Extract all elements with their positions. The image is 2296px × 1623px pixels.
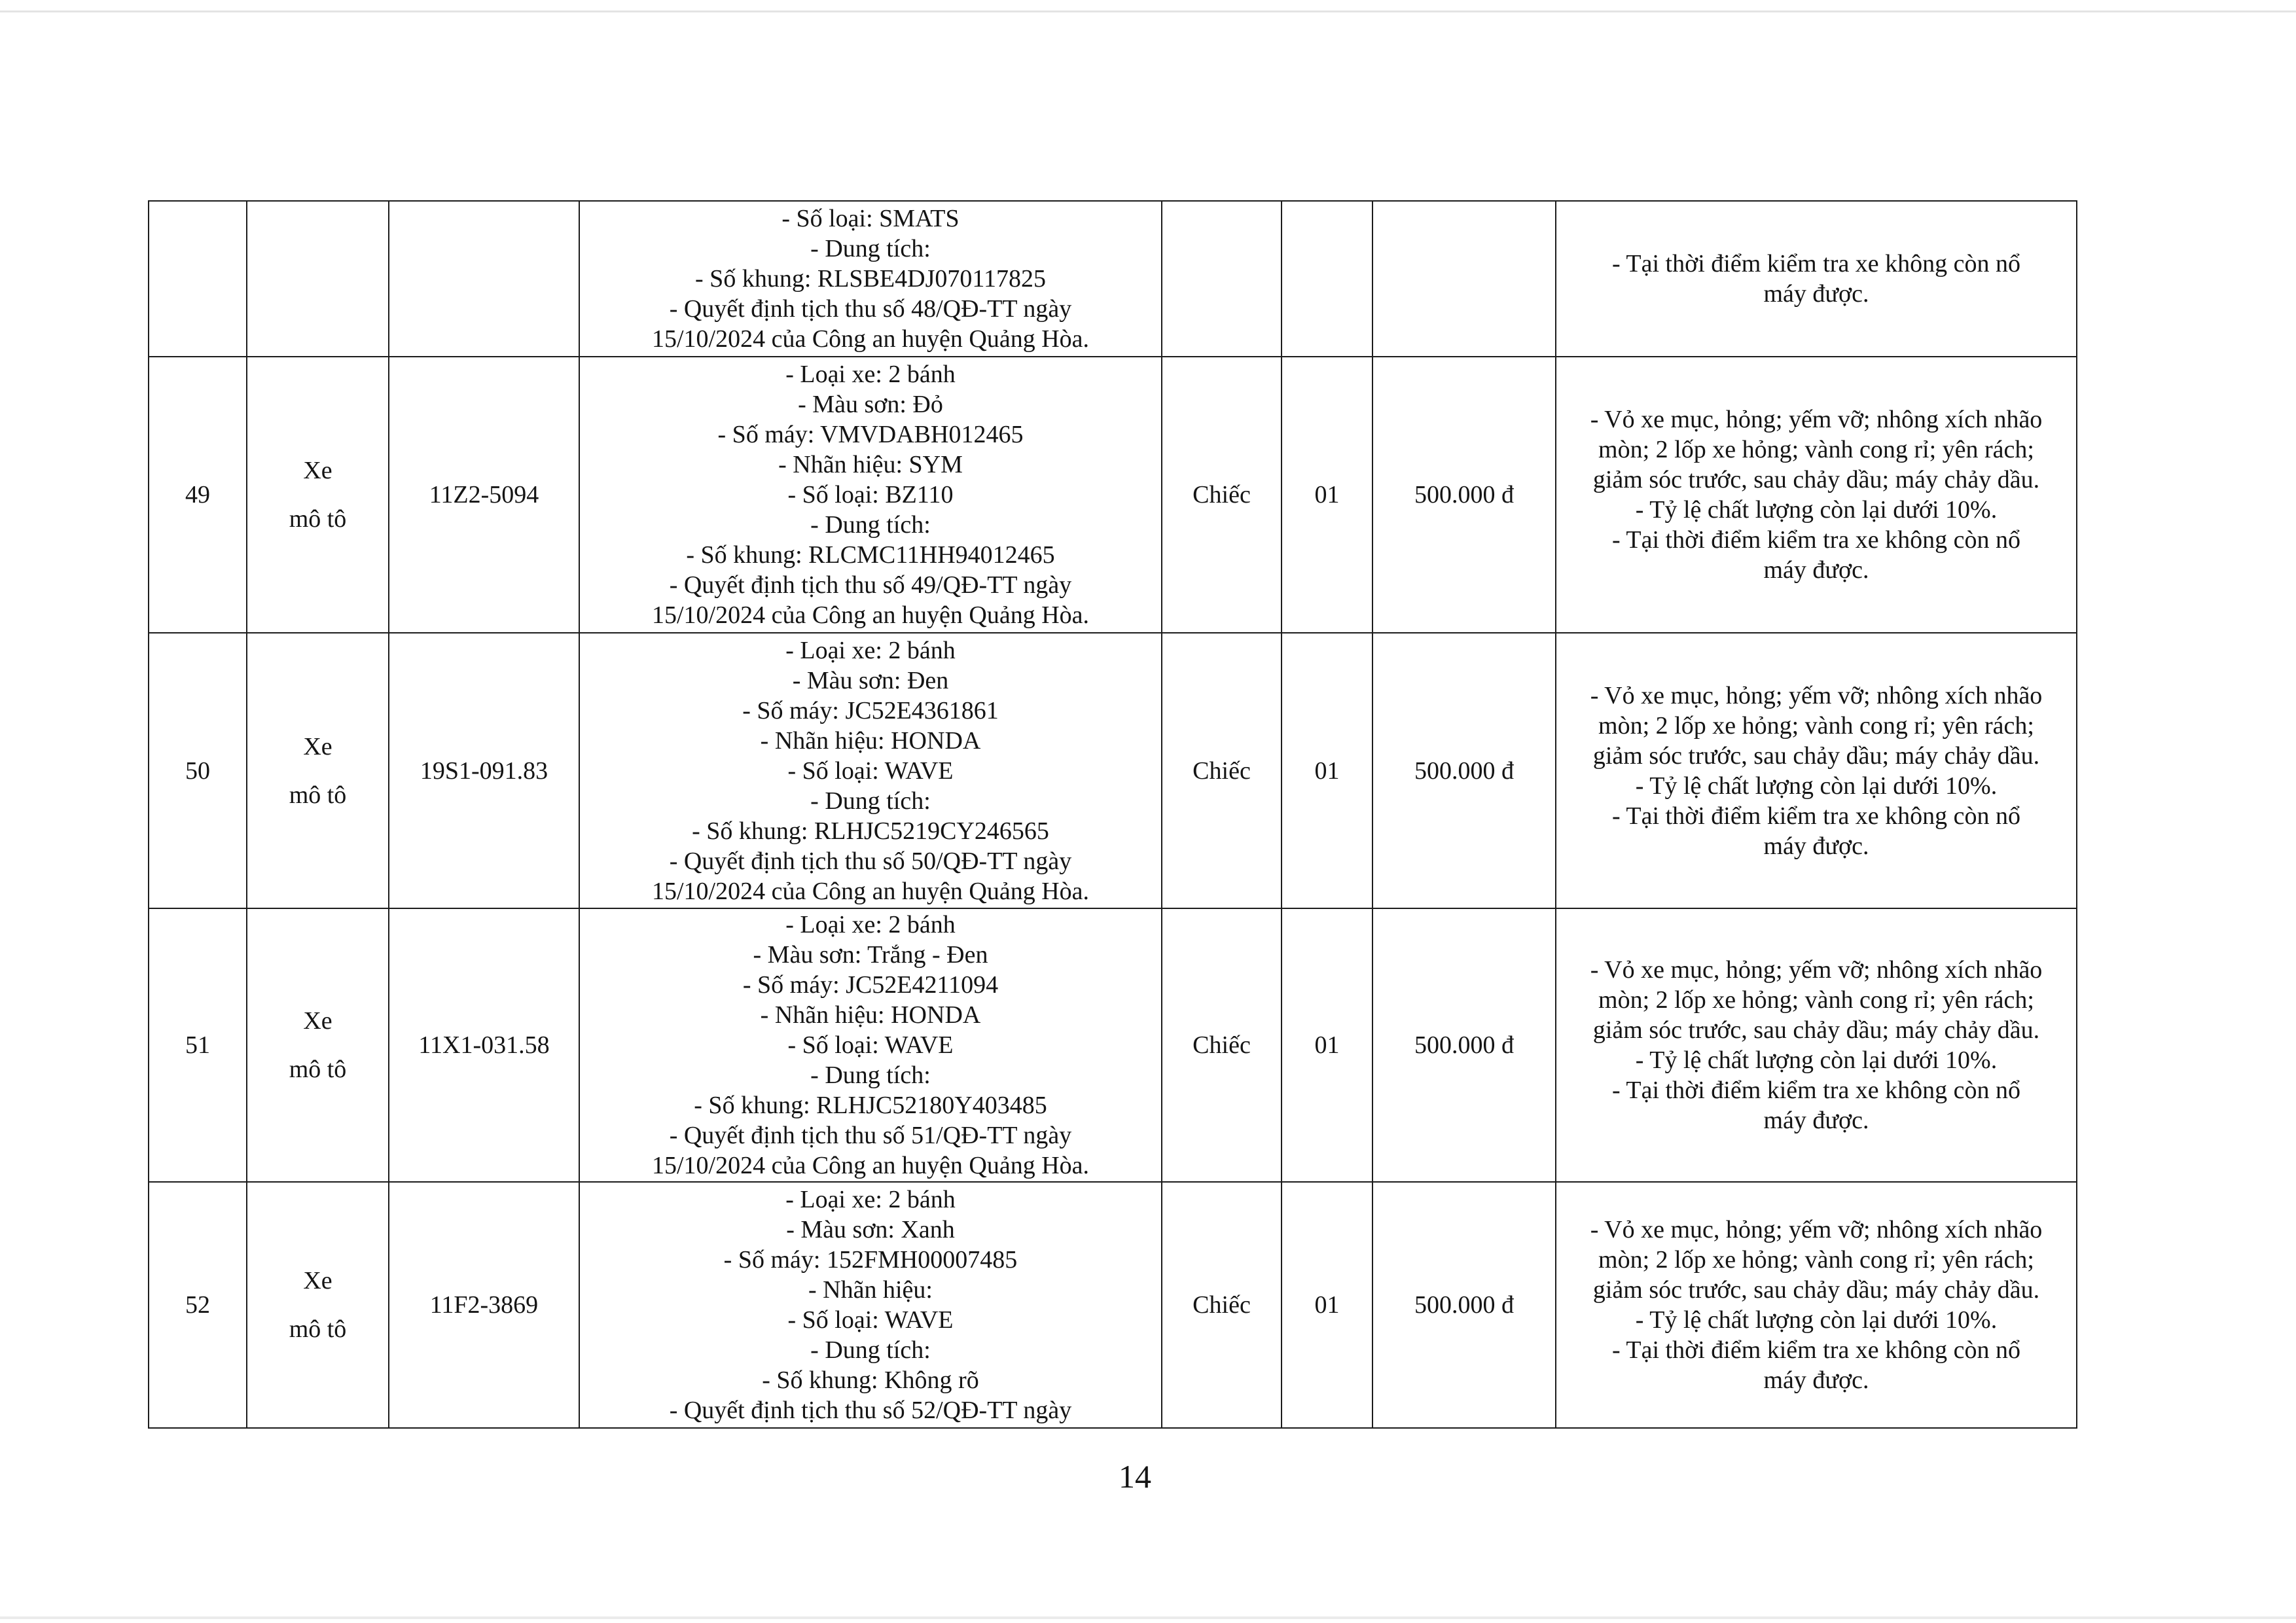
description-line: - Loại xe: 2 bánh <box>785 636 956 664</box>
vehicle-name-line: mô tô <box>289 781 347 809</box>
unit-label: Chiếc <box>1193 1031 1251 1059</box>
description-line: - Số máy: VMVDABH012465 <box>717 421 1024 448</box>
notes-line: máy được. <box>1763 280 1869 308</box>
notes-cell <box>1556 1182 2077 1428</box>
notes-line: - Tại thời điểm kiểm tra xe không còn nổ <box>1611 802 2021 830</box>
vehicle-name-line: mô tô <box>289 1315 347 1343</box>
description-line: - Số khung: Không rõ <box>762 1366 979 1394</box>
description-line: - Dung tích: <box>810 511 931 539</box>
notes-line: máy được. <box>1763 832 1869 860</box>
vehicle-name-line: Xe <box>303 1267 332 1294</box>
description-line: - Dung tích: <box>810 1336 931 1364</box>
description-line: - Nhãn hiệu: HONDA <box>760 726 981 755</box>
description-cell <box>579 357 1162 633</box>
description-line: - Số khung: RLHJC52180Y403485 <box>694 1092 1047 1119</box>
vehicle-name-cell <box>247 908 389 1182</box>
notes-line: mòn; 2 lốp xe hỏng; vành cong rỉ; yên rách; <box>1598 436 2034 463</box>
notes-line: - Tỷ lệ chất lượng còn lại dưới 10%. <box>1635 772 1998 800</box>
price-cell <box>1372 1182 1556 1428</box>
description-line: - Số khung: RLCMC11HH94012465 <box>686 541 1055 569</box>
notes-line: - Tại thời điểm kiểm tra xe không còn nổ <box>1611 526 2021 554</box>
description-line: 15/10/2024 của Công an huyện Quảng Hòa. <box>651 877 1090 905</box>
notes-line: giảm sóc trước, sau chảy dầu; máy chảy dầu. <box>1592 1276 2040 1304</box>
description-line: 15/10/2024 của Công an huyện Quảng Hòa. <box>651 325 1090 353</box>
quantity-cell <box>1282 357 1372 633</box>
notes-cell <box>1556 357 2077 633</box>
description-line: - Quyết định tịch thu số 51/QĐ-TT ngày <box>669 1122 1072 1149</box>
quantity-cell <box>1282 201 1372 357</box>
table-row <box>149 633 2077 908</box>
notes-line: mòn; 2 lốp xe hỏng; vành cong rỉ; yên rách; <box>1598 711 2034 740</box>
plate-number: 11F2-3869 <box>429 1291 539 1319</box>
description-line: - Số khung: RLSBE4DJ070117825 <box>695 265 1046 293</box>
plate-cell <box>389 201 579 357</box>
description-line: - Số máy: JC52E4211094 <box>742 971 999 999</box>
table-row <box>149 908 2077 1182</box>
page-number: 14 <box>1119 1458 1151 1495</box>
notes-line: - Tỷ lệ chất lượng còn lại dưới 10%. <box>1635 1046 1998 1074</box>
plate-number: 19S1-091.83 <box>420 757 548 785</box>
description-cell <box>579 201 1162 357</box>
notes-line: giảm sóc trước, sau chảy dầu; máy chảy dầu. <box>1592 466 2040 493</box>
stt-number: 49 <box>185 481 210 508</box>
description-line: - Số loại: WAVE <box>787 1031 954 1059</box>
notes-line: - Vỏ xe mục, hỏng; yếm vỡ; nhông xích nhão <box>1590 956 2043 984</box>
notes-line: - Vỏ xe mục, hỏng; yếm vỡ; nhông xích nhão <box>1590 681 2043 709</box>
stt-cell <box>149 357 247 633</box>
table-row <box>149 1182 2077 1428</box>
description-line: - Màu sơn: Đỏ <box>798 391 943 418</box>
notes-line: - Tại thời điểm kiểm tra xe không còn nổ <box>1611 1077 2021 1104</box>
stt-number: 52 <box>185 1291 210 1319</box>
stt-cell <box>149 201 247 357</box>
vehicle-name-line: mô tô <box>289 505 347 533</box>
unit-cell <box>1162 1182 1282 1428</box>
description-line: - Số loại: BZ110 <box>787 481 954 508</box>
description-line: - Màu sơn: Đen <box>792 666 949 694</box>
description-line: - Quyết định tịch thu số 49/QĐ-TT ngày <box>669 571 1072 599</box>
notes-line: - Tại thời điểm kiểm tra xe không còn nổ <box>1611 1336 2021 1364</box>
description-line: - Dung tích: <box>810 1061 931 1089</box>
description-line: - Số loại: WAVE <box>787 1306 954 1334</box>
plate-cell <box>389 633 579 908</box>
unit-cell <box>1162 908 1282 1182</box>
vehicle-name-line: Xe <box>303 732 332 760</box>
notes-line: máy được. <box>1763 1366 1869 1394</box>
description-line: - Dung tích: <box>810 235 931 262</box>
description-line: - Màu sơn: Xanh <box>786 1216 955 1243</box>
description-cell <box>579 908 1162 1182</box>
table-row <box>149 201 2077 357</box>
stt-number: 50 <box>185 757 210 785</box>
description-line: - Nhãn hiệu: SYM <box>778 451 963 478</box>
unit-cell <box>1162 633 1282 908</box>
price-cell <box>1372 633 1556 908</box>
description-line: - Quyết định tịch thu số 50/QĐ-TT ngày <box>669 847 1072 875</box>
description-cell <box>579 1182 1162 1428</box>
plate-cell <box>389 908 579 1182</box>
stt-cell <box>149 633 247 908</box>
description-line: - Loại xe: 2 bánh <box>785 361 956 388</box>
notes-line: - Vỏ xe mục, hỏng; yếm vỡ; nhông xích nhão <box>1590 1216 2043 1243</box>
notes-cell <box>1556 201 2077 357</box>
plate-cell <box>389 357 579 633</box>
price-value: 500.000 đ <box>1414 1291 1514 1319</box>
description-cell <box>579 633 1162 908</box>
quantity-value: 01 <box>1314 1291 1340 1319</box>
notes-line: - Tỷ lệ chất lượng còn lại dưới 10%. <box>1635 1306 1998 1334</box>
notes-line: giảm sóc trước, sau chảy dầu; máy chảy dầu. <box>1592 1016 2040 1044</box>
unit-label: Chiếc <box>1193 481 1251 508</box>
notes-cell <box>1556 908 2077 1182</box>
unit-label: Chiếc <box>1193 757 1251 785</box>
plate-number: 11X1-031.58 <box>418 1031 550 1059</box>
vehicle-name-line: Xe <box>303 1007 332 1035</box>
quantity-cell <box>1282 908 1372 1182</box>
vehicle-name-cell <box>247 357 389 633</box>
description-line: - Số máy: JC52E4361861 <box>742 696 999 724</box>
price-value: 500.000 đ <box>1414 757 1514 785</box>
description-line: - Số loại: SMATS <box>781 205 960 232</box>
unit-cell <box>1162 357 1282 633</box>
notes-line: - Vỏ xe mục, hỏng; yếm vỡ; nhông xích nhão <box>1590 406 2043 433</box>
price-value: 500.000 đ <box>1414 1031 1514 1059</box>
description-line: - Số khung: RLHJC5219CY246565 <box>692 817 1049 845</box>
quantity-value: 01 <box>1314 481 1340 508</box>
stt-number: 51 <box>185 1031 210 1059</box>
description-line: 15/10/2024 của Công an huyện Quảng Hòa. <box>651 601 1090 629</box>
vehicle-name-line: mô tô <box>289 1056 347 1083</box>
description-line: - Loại xe: 2 bánh <box>785 911 956 938</box>
description-line: - Nhãn hiệu: HONDA <box>760 1001 981 1029</box>
table-row <box>149 357 2077 633</box>
notes-line: mòn; 2 lốp xe hỏng; vành cong rỉ; yên rách; <box>1598 986 2034 1014</box>
description-line: - Loại xe: 2 bánh <box>785 1186 956 1213</box>
plate-number: 11Z2-5094 <box>429 481 539 508</box>
description-line: - Quyết định tịch thu số 48/QĐ-TT ngày <box>669 295 1072 323</box>
quantity-value: 01 <box>1314 1031 1340 1059</box>
quantity-cell <box>1282 1182 1372 1428</box>
notes-line: - Tỷ lệ chất lượng còn lại dưới 10%. <box>1635 496 1998 524</box>
vehicle-name-cell <box>247 201 389 357</box>
unit-label: Chiếc <box>1193 1291 1251 1319</box>
quantity-cell <box>1282 633 1372 908</box>
scan-edge-line-bottom <box>0 1616 2296 1619</box>
description-line: 15/10/2024 của Công an huyện Quảng Hòa. <box>651 1152 1090 1179</box>
vehicle-table <box>148 200 2077 1429</box>
price-cell <box>1372 357 1556 633</box>
notes-line: mòn; 2 lốp xe hỏng; vành cong rỉ; yên rách; <box>1598 1246 2034 1274</box>
scan-edge-line-top <box>0 10 2296 12</box>
vehicle-name-line: Xe <box>303 457 332 484</box>
stt-cell <box>149 908 247 1182</box>
unit-cell <box>1162 201 1282 357</box>
vehicle-name-cell <box>247 633 389 908</box>
notes-cell <box>1556 633 2077 908</box>
notes-line: giảm sóc trước, sau chảy dầu; máy chảy dầu. <box>1592 741 2040 770</box>
vehicle-name-cell <box>247 1182 389 1428</box>
price-cell <box>1372 908 1556 1182</box>
price-value: 500.000 đ <box>1414 481 1514 508</box>
notes-line: máy được. <box>1763 1107 1869 1134</box>
description-line: - Dung tích: <box>810 787 931 815</box>
notes-line: - Tại thời điểm kiểm tra xe không còn nổ <box>1611 250 2021 277</box>
description-line: - Quyết định tịch thu số 52/QĐ-TT ngày <box>669 1397 1072 1424</box>
plate-cell <box>389 1182 579 1428</box>
description-line: - Nhãn hiệu: <box>808 1276 933 1304</box>
notes-line: máy được. <box>1763 556 1869 584</box>
quantity-value: 01 <box>1314 757 1340 785</box>
price-cell <box>1372 201 1556 357</box>
description-line: - Màu sơn: Trắng - Đen <box>753 941 988 969</box>
stt-cell <box>149 1182 247 1428</box>
description-line: - Số máy: 152FMH00007485 <box>723 1246 1018 1274</box>
description-line: - Số loại: WAVE <box>787 757 954 785</box>
